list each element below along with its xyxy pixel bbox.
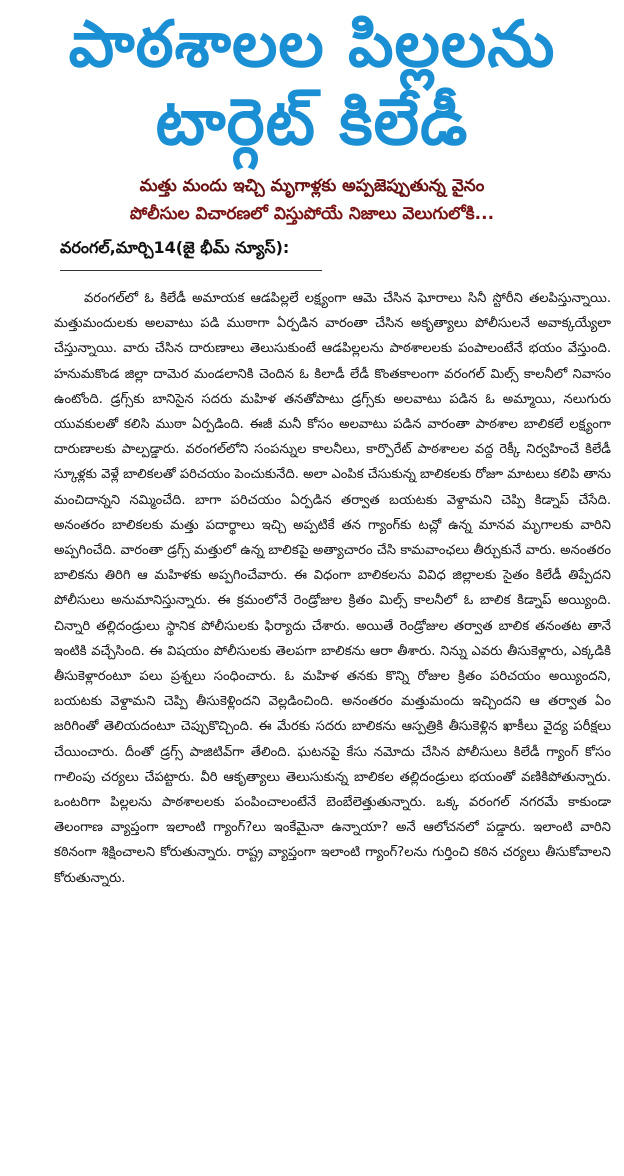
dateline-divider	[60, 270, 322, 271]
subheadline-line-1: మత్తు మందు ఇచ్చి మృగాళ్లకు అప్పజెప్పుతున్న వైనం	[139, 176, 485, 196]
headline-line-2: టార్గెట్ కిలేడీ	[155, 86, 469, 160]
headline-line-1: పాఠశాలల పిల్లలను	[68, 8, 556, 82]
subheadline	[0, 172, 624, 228]
article-body: వరంగల్‌లో ఓ కిలేడీ అమాయక ఆడపిల్లలే లక్ష్యంగా ఆమె చేసిన ఘోరాలు సినీ స్టోరీని తలపిస్తున్నాయి. మత్తుమందులకు అలవాటు పడి ముఠాగా ఏర్పడిన వారంతా చేసిన అకృత్యాలు పోలీసులనే అవాక్కయ్యేలా చేస్తున్నాయి. వారు చేసిన దారుణాలు తెలుసుకుంటే ఆడపిల్లలను పాఠశాలలకు పంపాలంటేనే భయం వేస్తుంది. హనుమకొండ జిల్లా దామెర మండలానికి చెందిన ఓ కిలాడీ లేడీ కొంతకాలంగా వరంగల్ మిల్స్ కాలనీలో నివాసం ఉంటోంది. డ్రగ్స్‌కు బానిసైన సదరు మహిళ తనతోపాటు డ్రగ్స్‌కు అలవాటు పడిన ఓ అమ్మాయి, నలుగురు యువకులతో కలిసి ముఠా ఏర్పడింది. ఈజీ మనీ కోసం అలవాటు పడిన వారంతా పాఠశాల బాలికలే లక్ష్యంగా దారుణాలకు పాల్పడ్డారు. వరంగల్‌లోని సంపన్నుల కాలనీలు, కార్పొరేట్ పాఠశాలల వద్ద రెక్కీ నిర్వహించే కిలేడీ స్కూళ్లకు వెళ్లే బాలికలతో పరిచయం పెంచుకునేది. అలా ఎంపిక చేసుకున్న బాలికలకు రోజూ మాటలు కలిపి తాను మంచిదాన్నని నమ్మించేది. బాగా పరిచయం ఏర్పడిన తర్వాత బయటకు వెళ్దామని చెప్పి కిడ్నాప్ చేసేది. అనంతరం బాలికలకు మత్తు పదార్థాలు ఇచ్చి అప్పటికే తన గ్యాంగ్‌కు టచ్లో ఉన్న మానవ మృగాలకు వారిని అప్పగించేది. వారంతా డ్రగ్స్ మత్తులో ఉన్న బాలికపై అత్యాచారం చేసి కామవాంఛలు తీర్చుకునే వారు. అనంతరం బాలికను తిరిగి ఆ మహిళకు అప్పగించేవారు. ఈ విధంగా బాలికలను వివిధ జిల్లాలకు సైతం కిలేడీ తిప్పేదని పోలీసులు అనుమానిస్తున్నారు. ఈ క్రమంలోనే రెండ్రోజుల క్రితం మిల్స్ కాలనీలో ఓ బాలిక కిడ్నాప్ అయ్యింది. చిన్నారి తల్లిదండ్రులు స్థానిక పోలీసులకు ఫిర్యాదు చేశారు. అయితే రెండ్రోజుల తర్వాత బాలిక తనంతట తానే ఇంటికి వచ్చేసింది. ఈ విషయం పోలీసులకు తెలపగా బాలికను ఆరా తీశారు. నిన్ను ఎవరు తీసుకెళ్లారు, ఎక్కడికి తీసుకెళ్లారంటూ పలు ప్రశ్నలు సంధించారు. ఓ మహిళ తనకు కొన్ని రోజుల క్రితం పరిచయం అయ్యిందని, బయటకు వెళ్దామని చెప్పి తీసుకెళ్లిందని వెల్లడించింది. అనంతరం మత్తుమందు ఇచ్చిందని ఆ తర్వాత ఏం జరిగింతో తెలియదంటూ చెప్పుకొచ్చింది. ఈ మేరకు సదరు బాలికను ఆస్పత్రికి తీసుకెళ్లిన ఖాకీలు వైద్య పరీక్షలు చేయించారు. దీంతో డ్రగ్స్ పాజిటివ్‌గా తేలింది. ఘటనపై కేసు నమోదు చేసిన పోలీసులు కిలేడీ గ్యాంగ్ కోసం గాలింపు చర్యలు చేపట్టారు. వీరి ఆకృత్యాలు తెలుసుకున్న బాలికల తల్లిదండ్రులు భయంతో వణికిపోతున్నారు. ఒంటరిగా పిల్లలను పాఠశాలలకు పంపించాలంటేనే బెంబేలెత్తుతున్నారు. ఒక్క వరంగల్ నగరమే కాకుండా తెలంగాణ వ్యాప్తంగా ఇలాంటి గ్యాంగ్?లు ఇంకేమైనా ఉన్నాయా? అనే ఆలోచనలో పడ్డారు. ఇలాంటి వారిని కఠినంగా శిక్షించాలని కోరుతున్నారు. రాష్ట్ర వ్యాప్తంగా ఇలాంటి గ్యాంగ్?లను గుర్తించి కఠిన చర్యలు తీసుకోవాలని కోరుతున్నారు.	[54, 291, 611, 886]
headline	[0, 6, 624, 162]
subheadline-line-2: పోలీసుల విచారణలో విస్తుపోయే నిజాలు వెలుగులోకి...	[129, 204, 495, 224]
dateline: వరంగల్,మార్చి14(జై భీమ్ న్యూస్):	[60, 238, 290, 257]
